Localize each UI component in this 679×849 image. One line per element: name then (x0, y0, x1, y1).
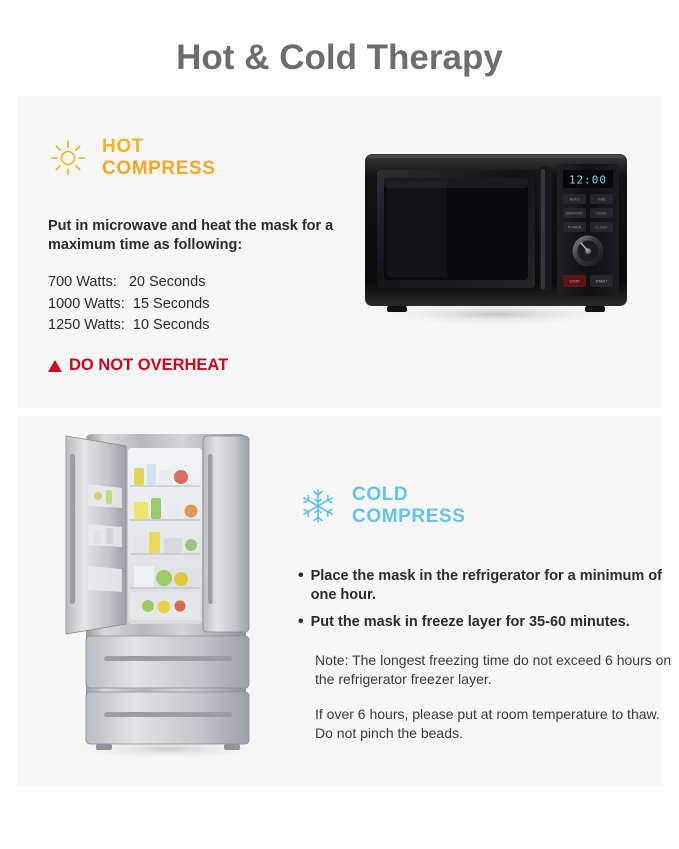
svg-text:START: START (595, 279, 608, 284)
svg-text:CLOCK: CLOCK (595, 225, 608, 230)
hot-text-block (48, 136, 348, 375)
overheat-warning (48, 356, 348, 375)
cold-bullet-list (298, 567, 678, 633)
page-title: Hot & Cold Therapy (176, 38, 503, 77)
svg-text:POWER: POWER (567, 225, 582, 230)
snowflake-icon (298, 486, 338, 526)
svg-text:AUTO: AUTO (569, 197, 580, 202)
hot-instruction: Put in microwave and heat the mask for a maximum time as following: (48, 217, 334, 254)
cold-heading-line1: COLD (352, 484, 409, 505)
svg-text:STOP: STOP (569, 279, 580, 284)
svg-text:12:00: 12:00 (568, 173, 608, 187)
hot-heading-line2: COMPRESS (102, 158, 216, 180)
hot-heading (102, 136, 216, 181)
sun-icon (48, 138, 88, 178)
cold-heading-line2: COMPRESS (352, 506, 466, 528)
hot-heading-line1: HOT (102, 136, 144, 157)
cold-heading-row (298, 484, 678, 529)
hot-compress-panel (18, 96, 661, 408)
watt-row: 700 Watts: 20 Seconds (48, 273, 206, 290)
warning-triangle-icon (48, 360, 62, 372)
list-item (298, 613, 678, 633)
bullet-dot-icon: • (298, 612, 304, 630)
cold-compress-panel (18, 416, 672, 785)
microwave-oven-image (349, 136, 639, 351)
watt-row: 1000 Watts: 15 Seconds (48, 295, 210, 312)
cold-note-1: Note: The longest freezing time do not exceed 6 hours on the refrigerator freezer layer. (315, 651, 672, 687)
svg-text:DEFROST: DEFROST (565, 211, 584, 216)
bullet-dot-icon: • (298, 566, 304, 584)
list-item (298, 567, 678, 606)
svg-text:TIME: TIME (597, 197, 606, 202)
cold-heading (352, 484, 466, 529)
bullet-text: Put the mask in freeze layer for 35-60 minutes. (310, 613, 630, 630)
watt-row: 1250 Watts: 10 Seconds (48, 317, 210, 334)
svg-text:COOK: COOK (596, 211, 607, 216)
bullet-text: Place the mask in the refrigerator for a minimum of one hour. (310, 567, 662, 604)
hot-heading-row (48, 136, 348, 181)
hot-watt-list (48, 272, 348, 337)
refrigerator-image (48, 424, 278, 774)
overheat-warning-label: DO NOT OVERHEAT (69, 356, 229, 375)
cold-text-block (298, 484, 678, 744)
cold-note-2: If over 6 hours, please put at room temperature to thaw. Do not pinch the beads. (315, 706, 660, 742)
